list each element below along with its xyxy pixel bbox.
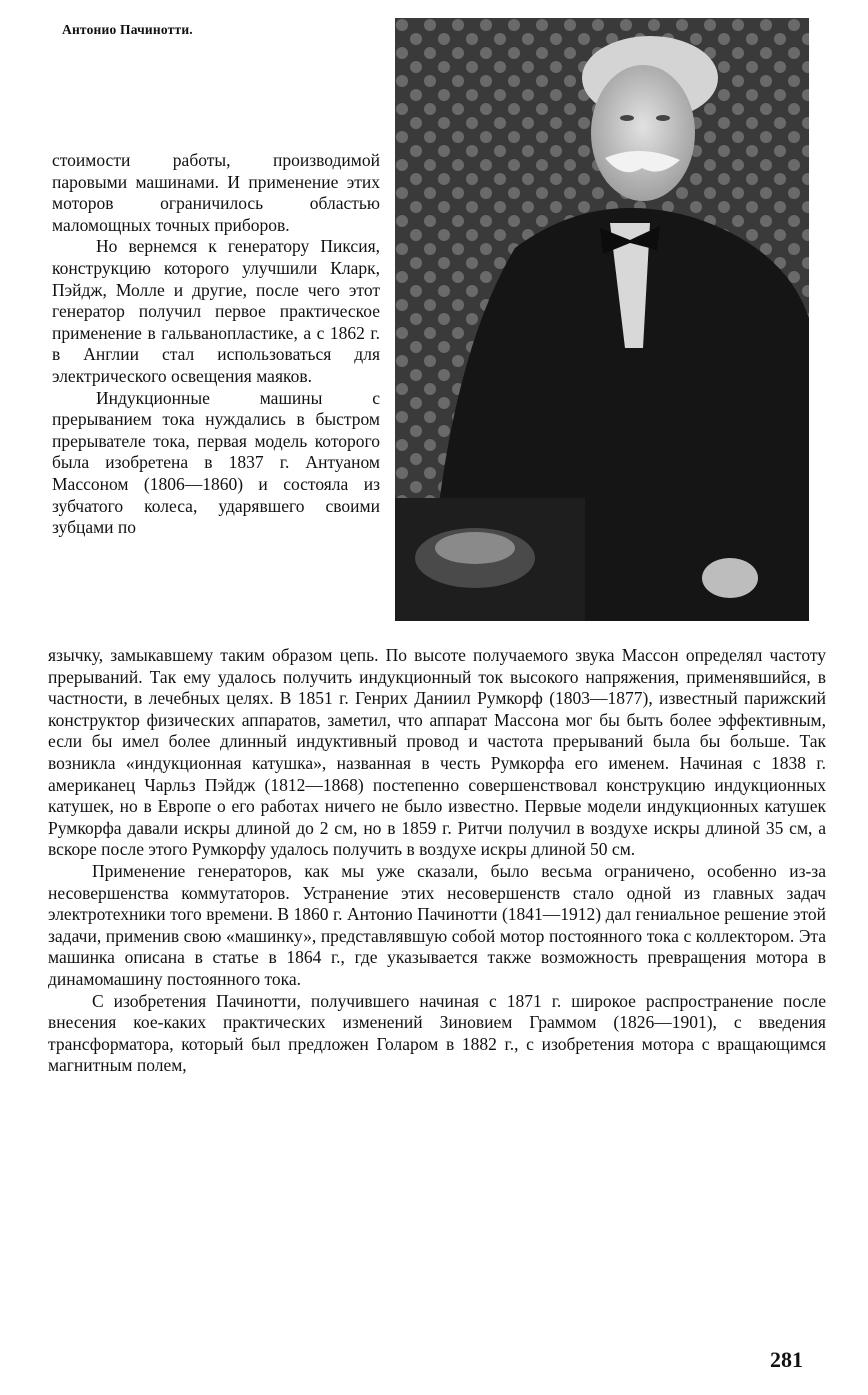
paragraph: Индукционные машины с прерыванием тока нуждались в быстром прерывателе тока, первая модель которого была изобретена в 1837 г. Антуаном Массоном (1806—1860) и состояла из зубчатого колеса, ударявшего своими зубцами по bbox=[52, 387, 380, 538]
narrow-text-column bbox=[52, 150, 380, 539]
page-number: 281 bbox=[770, 1347, 803, 1372]
paragraph: стоимости работы, производимой паровыми машинами. И применение этих моторов ограничилось областью маломощных точных приборов. bbox=[52, 150, 380, 235]
paragraph: Но вернемся к генератору Пиксия, конструкцию которого улучшили Кларк, Пэйдж, Молле и другие, после чего этот генератор получил первое практическое применение в гальванопластике, а с 1862 г. в Англии стал использоваться для электрического освещения маяков. bbox=[52, 236, 380, 386]
full-text-column bbox=[48, 645, 826, 1077]
portrait-caption: Антонио Пачинотти. bbox=[62, 22, 193, 37]
portrait-photo bbox=[395, 18, 809, 621]
paragraph: Применение генераторов, как мы уже сказали, было весьма ограничено, особенно из-за несовершенства коммутаторов. Устранение этих несовершенств стало одной из главных задач электротехники того времени. В 1860 г. Антонио Пачинотти (1841—1912) дал гениальное решение этой задачи, применив свою «машинку», представлявшую собой мотор постоянного тока с коллектором. Эта машинка описана в статье в 1864 г., где указывается также возможность превращения мотора в динамомашину постоянного тока. bbox=[48, 860, 826, 989]
paragraph: язычку, замыкавшему таким образом цепь. По высоте получаемого звука Массон определял частоту прерываний. Так ему удалось получить индукционный ток высокого напряжения, применявшийся, в частности, в лечебных целях. В 1851 г. Генрих Даниил Румкорф (1803—1877), известный парижский конструктор физических аппаратов, заметил, что аппарат Массона мог бы быть более эффективным, если бы имел более длинный индуктивный провод и частота прерываний была бы больше. Так возникла «индукционная катушка», названная в честь Румкорфа его именем. Начиная с 1838 г. американец Чарльз Пэйдж (1812—1868) постепенно совершенствовал конструкцию индукционных катушек, но в Европе о его работах ничего не было известно. Первые модели индукционных катушек Румкорфа давали искры длиной до 2 см, но в 1859 г. Ритчи получил в воздухе искры длиной 35 см, а вскоре после этого Румкорфу удалось получить в воздухе искры длиной 50 см. bbox=[48, 645, 826, 860]
paragraph: С изобретения Пачинотти, получившего начиная с 1871 г. широкое распространение после внесения кое-каких практических изменений Зиновием Граммом (1826—1901), с введения трансформатора, который был предложен Голаром в 1882 г., с изобретения мотора с вращающимся магнитным полем, bbox=[48, 990, 826, 1076]
